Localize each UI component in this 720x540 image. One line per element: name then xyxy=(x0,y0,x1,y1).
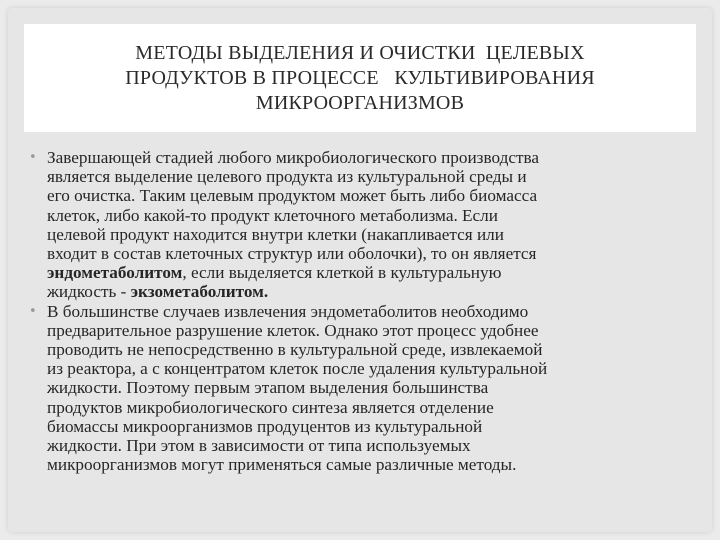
bullet-item-2 xyxy=(29,302,701,475)
text-line xyxy=(47,282,701,301)
slide xyxy=(8,8,712,532)
text-line xyxy=(47,263,701,282)
text-line: является выделение целевого продукта из культуральной среды и xyxy=(47,167,527,187)
text-line: микроорганизмов могут применяться самые различные методы. xyxy=(47,455,517,475)
bullet-mark: • xyxy=(29,150,37,165)
bullet-item-1 xyxy=(29,148,701,302)
text-line: входит в состав клеточных структур или оболочки), то он является xyxy=(47,244,537,264)
text-span: жидкость - xyxy=(47,282,131,302)
text-line: жидкости. При этом в зависимости от типа используемых xyxy=(47,436,471,456)
title-line-3: МИКРООРГАНИЗМОВ xyxy=(255,91,465,114)
text-line: Завершающей стадией любого микробиологического производства xyxy=(47,148,539,167)
exometabolite-term: экзометаболитом. xyxy=(130,282,269,302)
endometabolite-term: эндометаболитом xyxy=(47,263,183,283)
text-line: проводить не непосредственно в культуральной среде, извлекаемой xyxy=(47,340,543,360)
title-line-1: МЕТОДЫ ВЫДЕЛЕНИЯ И ОЧИСТКИ ЦЕЛЕВЫХ xyxy=(135,41,585,64)
text-line: жидкости. Поэтому первым этапом выделения большинства xyxy=(47,378,489,398)
text-span: , если выделяется клеткой в культуральную xyxy=(182,263,502,283)
title-line-2: ПРОДУКТОВ В ПРОЦЕССЕ КУЛЬТИВИРОВАНИЯ xyxy=(125,66,595,89)
title-box xyxy=(24,24,696,132)
text-line: из реактора, а с концентратом клеток после удаления культуральной xyxy=(47,359,548,379)
text-line: его очистка. Таким целевым продуктом может быть либо биомасса xyxy=(47,186,538,206)
bullet-mark: • xyxy=(29,303,37,319)
text-line: В большинстве случаев извлечения эндометаболитов необходимо xyxy=(47,301,529,321)
body-text xyxy=(29,148,701,474)
text-line: биомассы микроорганизмов продуцентов из культуральной xyxy=(47,416,483,436)
text-line: целевой продукт находится внутри клетки (накапливается или xyxy=(47,224,504,244)
text-line: предварительное разрушение клеток. Однако этот процесс удобнее xyxy=(47,320,539,340)
text-line: продуктов микробиологического синтеза является отделение xyxy=(47,397,494,417)
text-line: клеток, либо какой-то продукт клеточного метаболизма. Если xyxy=(47,205,498,225)
